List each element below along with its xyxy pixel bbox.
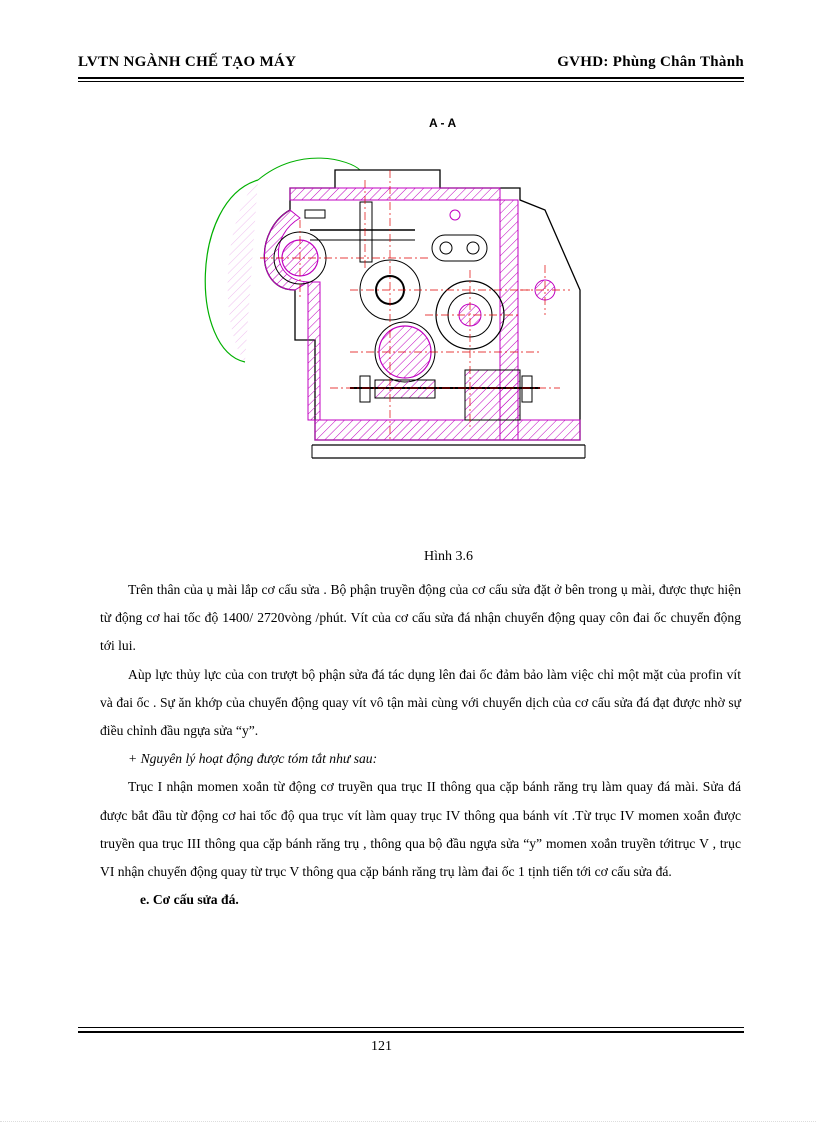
paragraph-principle-heading: + Nguyên lý hoạt động được tóm tắt như sau: xyxy=(128,751,378,767)
header-advisor: GVHD: Phùng Chân Thành xyxy=(557,54,744,70)
page-header xyxy=(78,54,744,74)
paragraph-1: Trên thân của ụ mài lắp cơ cấu sửa . Bộ phận truyền động của cơ cấu sửa đặt ở bên trong ụ mài, được thực hiện từ động cơ hai tốc độ 1400/ 2720vòng /phút. Vít của cơ cấu sửa đá nhận chuyển động quay côn đai ốc chuyển động tới lui. xyxy=(100,582,741,654)
paragraph-2: Aùp lực thủy lực của con trượt bộ phận sửa đá tác dụng lên đai ốc đảm bảo làm việc chỉ một mặt của profin vít và đai ốc . Sự ăn khớp của chuyển động quay vít vô tận mài cùng với chuyển dịch của cơ cấu sửa đá đạt được nhờ sự điều chỉnh đầu ngựa sửa “y”. xyxy=(100,666,741,739)
header-rule-thin xyxy=(78,81,744,82)
subheading: e. Cơ cấu sửa đá. xyxy=(140,892,239,908)
page-edge xyxy=(0,1121,816,1122)
footer-rule-thin xyxy=(78,1027,744,1028)
footer-rule xyxy=(78,1031,744,1033)
section-label: A - A xyxy=(429,116,457,130)
header-rule xyxy=(78,77,744,79)
body-text xyxy=(100,576,741,914)
header-title: LVTN NGÀNH CHẾ TẠO MÁY xyxy=(78,54,297,70)
page-number: 121 xyxy=(371,1039,392,1054)
technical-drawing xyxy=(200,140,600,470)
figure-caption: Hình 3.6 xyxy=(424,549,473,564)
paragraph-3: Trục I nhận momen xoắn từ động cơ truyền qua trục II thông qua cặp bánh răng trụ làm quay đá mài. Sửa đá được bắt đầu từ động cơ hai tốc độ qua trục vít làm quay trục IV thông qua bánh vít .Từ trục IV momen xoắn được truyền qua trục III thông qua cặp bánh răng trụ , thông qua bộ đầu ngựa sửa “y” momen xoắn truyền tớitrục V , trục VI nhận chuyển động quay từ trục V thông qua cặp bánh răng trụ làm đai ốc 1 tịnh tiến tới cơ cấu sửa đá. xyxy=(100,779,741,880)
